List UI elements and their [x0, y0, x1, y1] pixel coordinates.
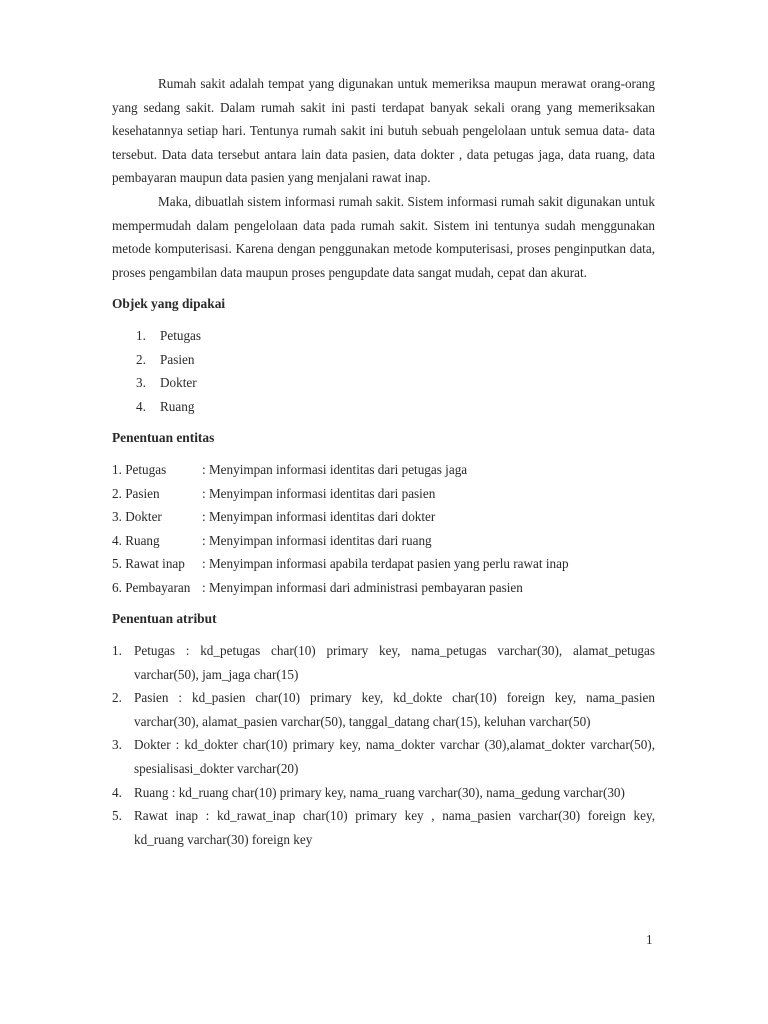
list-number: 3. [112, 737, 122, 753]
entity-description: : Menyimpan informasi identitas dari dokter [202, 509, 436, 525]
atribut-heading: Penentuan atribut [112, 611, 217, 627]
attribute-text: Ruang : kd_ruang char(10) primary key, nama_ruang varchar(30), nama_gedung varchar(30) [134, 784, 625, 800]
entity-description: : Menyimpan informasi identitas dari petugas jaga [202, 461, 468, 477]
list-number: 4. [136, 398, 146, 414]
list-item [112, 639, 655, 686]
list-item [112, 395, 655, 419]
list-item [112, 529, 655, 553]
list-number: 2. [136, 351, 146, 367]
list-item [112, 733, 655, 780]
list-item [112, 482, 655, 506]
list-item [112, 686, 655, 733]
entity-name: 1. Petugas [112, 461, 167, 477]
list-item [112, 781, 655, 805]
attribute-text: Rawat inap : kd_rawat_inap char(10) primary key , nama_pasien varchar(30) foreign key, kd_ruang varchar(30) foreign key [134, 808, 655, 847]
list-item [112, 324, 655, 348]
page-number: 1 [646, 932, 653, 947]
list-label: Pasien [160, 351, 195, 367]
entity-description: : Menyimpan informasi apabila terdapat pasien yang perlu rawat inap [202, 556, 569, 572]
system-paragraph: Maka, dibuatlah sistem informasi rumah sakit. Sistem informasi rumah sakit digunakan untuk mempermudah dalam pengelolaan data pada rumah sakit. Sistem ini tentunya sudah menggunakan metode komputerisasi. Karena dengan penggunakan metode komputerisasi, proses penginputkan data, proses pengambilan data maupun proses pengupdate data sangat mudah, cepat dan akurat. [112, 193, 655, 280]
objek-heading: Objek yang dipakai [112, 296, 226, 312]
list-number: 1. [112, 643, 122, 659]
document-page [112, 72, 655, 851]
list-item [112, 348, 655, 372]
entitas-list [112, 458, 655, 600]
list-item [112, 552, 655, 576]
entity-name: 5. Rawat inap [112, 556, 185, 572]
entity-name: 3. Dokter [112, 509, 162, 525]
list-number: 3. [136, 375, 146, 391]
list-item [112, 371, 655, 395]
intro-paragraph: Rumah sakit adalah tempat yang digunakan untuk memeriksa maupun merawat orang-orang yang sedang sakit. Dalam rumah sakit ini pasti terdapat banyak sekali orang yang memeriksakan kesehatannya setiap hari. Tentunya rumah sakit ini butuh sebuah pengelolaan untuk semua data- data tersebut. Data data tersebut antara lain data pasien, data dokter , data petugas jaga, data ruang, data pembayaran maupun data pasien yang menjalani rawat inap. [112, 76, 655, 186]
list-number: 2. [112, 690, 122, 706]
entitas-heading: Penentuan entitas [112, 430, 215, 446]
list-item [112, 458, 655, 482]
list-number: 5. [112, 808, 122, 824]
objek-list [112, 324, 655, 418]
entity-description: : Menyimpan informasi identitas dari ruang [202, 532, 432, 548]
attribute-text: Pasien : kd_pasien char(10) primary key, kd_dokte char(10) foreign key, nama_pasien varchar(30), alamat_pasien varchar(50), tanggal_datang char(15), keluhan varchar(50) [134, 690, 655, 729]
list-item [112, 804, 655, 851]
entity-name: 6. Pembayaran [112, 579, 191, 595]
entity-description: : Menyimpan informasi dari administrasi pembayaran pasien [202, 579, 523, 595]
atribut-list [112, 639, 655, 851]
list-item [112, 505, 655, 529]
attribute-text: Petugas : kd_petugas char(10) primary key, nama_petugas varchar(30), alamat_petugas varchar(50), jam_jaga char(15) [134, 643, 655, 682]
list-number: 4. [112, 784, 122, 800]
list-item [112, 576, 655, 600]
list-number: 1. [136, 327, 146, 343]
entity-name: 4. Ruang [112, 532, 160, 548]
list-label: Ruang [160, 398, 195, 414]
entity-description: : Menyimpan informasi identitas dari pasien [202, 485, 436, 501]
list-label: Petugas [160, 327, 202, 343]
entity-name: 2. Pasien [112, 485, 160, 501]
attribute-text: Dokter : kd_dokter char(10) primary key, nama_dokter varchar (30),alamat_dokter varchar(50), spesialisasi_dokter varchar(20) [134, 737, 655, 777]
list-label: Dokter [160, 375, 197, 391]
